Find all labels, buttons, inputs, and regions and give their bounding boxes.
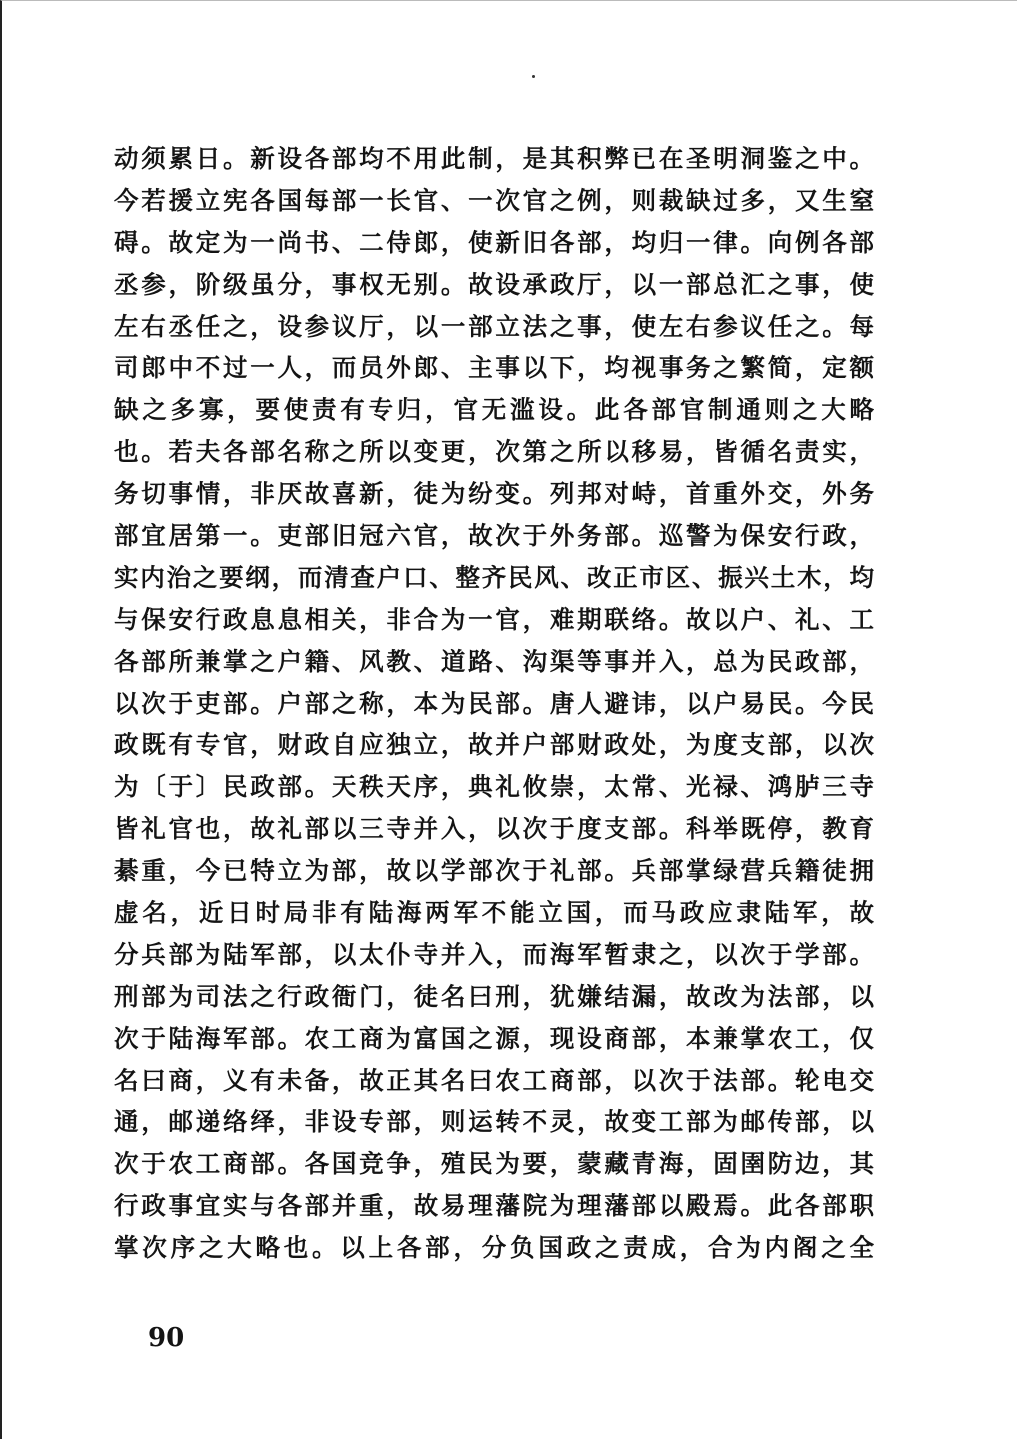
page-number: 90: [148, 1323, 185, 1353]
text-line: 为〔于〕民政部。天秩天序，典礼攸崇，太常、光禄、鸿胪三寺: [114, 772, 874, 802]
ink-speck: [532, 75, 535, 78]
text-line: 司郎中不过一人，而员外郎、主事以下，均视事务之繁简，定额: [114, 353, 874, 383]
text-line: 与保安行政息息相关，非合为一官，难期联络。故以户、礼、工: [114, 604, 874, 634]
text-line: 通，邮递络绎，非设专部，则运转不灵，故变工部为邮传部，以: [114, 1107, 874, 1137]
text-line: 碍。故定为一尚书、二侍郎，使新旧各部，均归一律。向例各部: [114, 227, 874, 257]
text-line: 行政事宜实与各部并重，故易理藩院为理藩部以殿焉。此各部职: [114, 1191, 874, 1221]
text-line: 名曰商，义有未备，故正其名曰农工商部，以次于法部。轮电交: [114, 1065, 874, 1095]
text-line: 今若援立宪各国每部一长官、一次官之例，则裁缺过多，又生窒: [114, 185, 874, 215]
text-line: 虚名，近日时局非有陆海两军不能立国，而马政应隶陆军，故: [114, 898, 874, 928]
text-line: 掌次序之大略也。以上各部，分负国政之责成，合为内阁之全: [114, 1233, 874, 1263]
text-line: 务切事情，非厌故喜新，徒为纷变。列邦对峙，首重外交，外务: [114, 479, 874, 509]
body-text: [114, 138, 874, 1269]
text-line: 也。若夫各部名称之所以变更，次第之所以移易，皆循名责实，: [114, 437, 874, 467]
text-line: 各部所兼掌之户籍、风教、道路、沟渠等事并入，总为民政部，: [114, 646, 874, 676]
text-line: 以次于吏部。户部之称，本为民部。唐人避讳，以户易民。今民: [114, 688, 874, 718]
text-line: 刑部为司法之行政衙门，徒名曰刑，犹嫌结漏，故改为法部，以: [114, 981, 874, 1011]
text-line: 实内治之要纲，而清查户口、整齐民风、改正市区、振兴土木，均: [114, 562, 874, 592]
text-line: 政既有专官，财政自应独立，故并户部财政处，为度支部，以次: [114, 730, 874, 760]
text-line: 皆礼官也，故礼部以三寺并入，以次于度支部。科举既停，教育: [114, 814, 874, 844]
text-line: 左右丞任之，设参议厅，以一部立法之事，使左右参议任之。每: [114, 311, 874, 341]
text-line: 綦重，今已特立为部，故以学部次于礼部。兵部掌绿营兵籍徒拥: [114, 856, 874, 886]
text-line: 次于农工商部。各国竞争，殖民为要，蒙藏青海，固圉防边，其: [114, 1149, 874, 1179]
text-line: 动须累日。新设各部均不用此制，是其积弊已在圣明洞鉴之中。: [114, 144, 874, 173]
text-line: 次于陆海军部。农工商为富国之源，现设商部，本兼掌农工，仅: [114, 1023, 874, 1053]
text-line: 部宜居第一。吏部旧冠六官，故次于外务部。巡警为保安行政，: [114, 521, 874, 551]
text-line: 分兵部为陆军部，以太仆寺并入，而海军暂隶之，以次于学部。: [114, 939, 874, 969]
text-line: 丞参，阶级虽分，事权无别。故设承政厅，以一部总汇之事，使: [114, 269, 874, 299]
text-line: 缺之多寡，要使责有专归，官无滥设。此各部官制通则之大略: [114, 395, 874, 425]
